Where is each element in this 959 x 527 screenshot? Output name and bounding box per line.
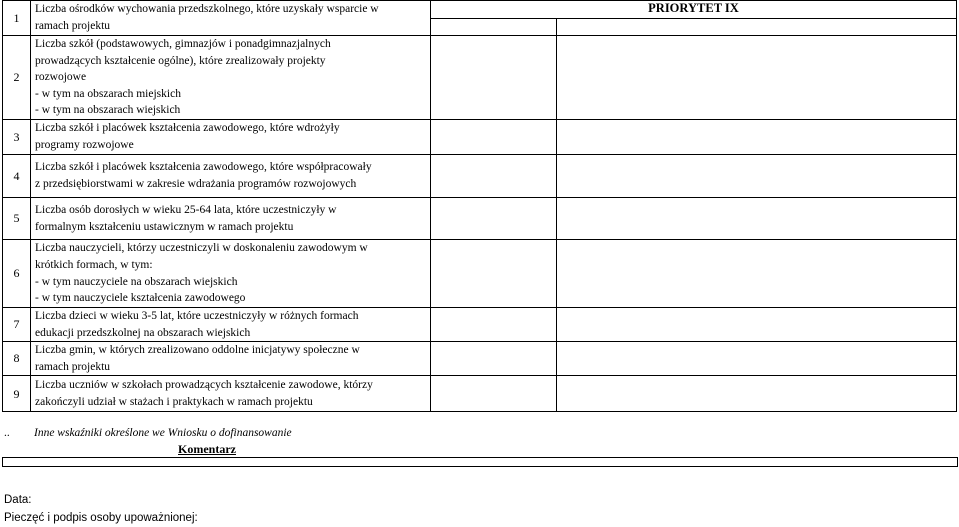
table-row: [3, 308, 957, 342]
row-number: 9: [3, 376, 31, 412]
row-number: 3: [3, 120, 31, 155]
indicator-table: [2, 0, 957, 412]
row-number: 2: [3, 36, 31, 120]
value-cell[interactable]: [557, 120, 957, 155]
value-cell[interactable]: [431, 342, 557, 376]
table-row: [3, 376, 957, 412]
indicator-label: Liczba szkół i placówek kształcenia zawodowego, które współpracowały z przedsiębiorstwami w zakresie wdrażania programów rozwojowych: [31, 155, 431, 198]
value-cell[interactable]: [557, 376, 957, 412]
indicator-label: Liczba uczniów w szkołach prowadzących kształcenie zawodowe, którzy zakończyli udział w stażach i praktykach w ramach projektu: [31, 376, 431, 412]
note-text: Inne wskaźniki określone we Wniosku o dofinansowanie: [34, 427, 292, 439]
value-cell[interactable]: [431, 198, 557, 240]
header-row: [3, 1, 957, 19]
value-cell[interactable]: [557, 36, 957, 120]
value-cell[interactable]: [557, 198, 957, 240]
value-cell[interactable]: [557, 155, 957, 198]
table-row: [3, 155, 957, 198]
indicator-label: Liczba dzieci w wieku 3-5 lat, które uczestniczyły w różnych formach edukacji przedszkolnej na obszarach wiejskich: [31, 308, 431, 342]
value-cell[interactable]: [431, 36, 557, 120]
value-cell[interactable]: [431, 308, 557, 342]
value-cell[interactable]: [557, 240, 957, 308]
value-cell[interactable]: [557, 19, 957, 36]
indicator-label: Liczba ośrodków wychowania przedszkolnego, które uzyskały wsparcie w ramach projektu: [31, 1, 431, 36]
table-row: [3, 36, 957, 120]
indicator-label: Liczba nauczycieli, którzy uczestniczyli w doskonaleniu zawodowym w krótkich formach, w tym: - w tym nauczyciele na obszarach wiejskich - w tym nauczyciele kształcenia zawodowego: [31, 240, 431, 308]
comment-label: Komentarz: [178, 442, 236, 456]
value-cell[interactable]: [431, 240, 557, 308]
table-row: [3, 120, 957, 155]
signature-label: Pieczęć i podpis osoby upoważnionej:: [4, 512, 198, 524]
value-cell[interactable]: [431, 155, 557, 198]
note-dots: ..: [4, 427, 10, 439]
indicator-label: Liczba szkół (podstawowych, gimnazjów i ponadgimnazjalnych prowadzących kształcenie ogólne), które zrealizowały projekty rozwojowe - w tym na obszarach miejskich - w tym na obszarach wiejskich: [31, 36, 431, 120]
value-cell[interactable]: [557, 342, 957, 376]
row-number: 8: [3, 342, 31, 376]
indicator-sheet: [2, 0, 957, 412]
date-label: Data:: [4, 494, 32, 506]
value-cell[interactable]: [431, 376, 557, 412]
row-number: 1: [3, 1, 31, 36]
indicator-label: Liczba osób dorosłych w wieku 25-64 lata, które uczestniczyły w formalnym kształceniu ustawicznym w ramach projektu: [31, 198, 431, 240]
value-cell[interactable]: [431, 120, 557, 155]
comment-field[interactable]: [2, 457, 958, 467]
table-row: [3, 198, 957, 240]
value-cell[interactable]: [431, 19, 557, 36]
table-row: [3, 342, 957, 376]
priority-header: PRIORYTET IX: [431, 1, 957, 19]
indicator-label: Liczba gmin, w których zrealizowano oddolne inicjatywy społeczne w ramach projektu: [31, 342, 431, 376]
row-number: 7: [3, 308, 31, 342]
value-cell[interactable]: [557, 308, 957, 342]
table-row: [3, 240, 957, 308]
row-number: 6: [3, 240, 31, 308]
row-number: 4: [3, 155, 31, 198]
other-indicators-note: [2, 424, 431, 442]
row-number: 5: [3, 198, 31, 240]
indicator-label: Liczba szkół i placówek kształcenia zawodowego, które wdrożyły programy rozwojowe: [31, 120, 431, 155]
